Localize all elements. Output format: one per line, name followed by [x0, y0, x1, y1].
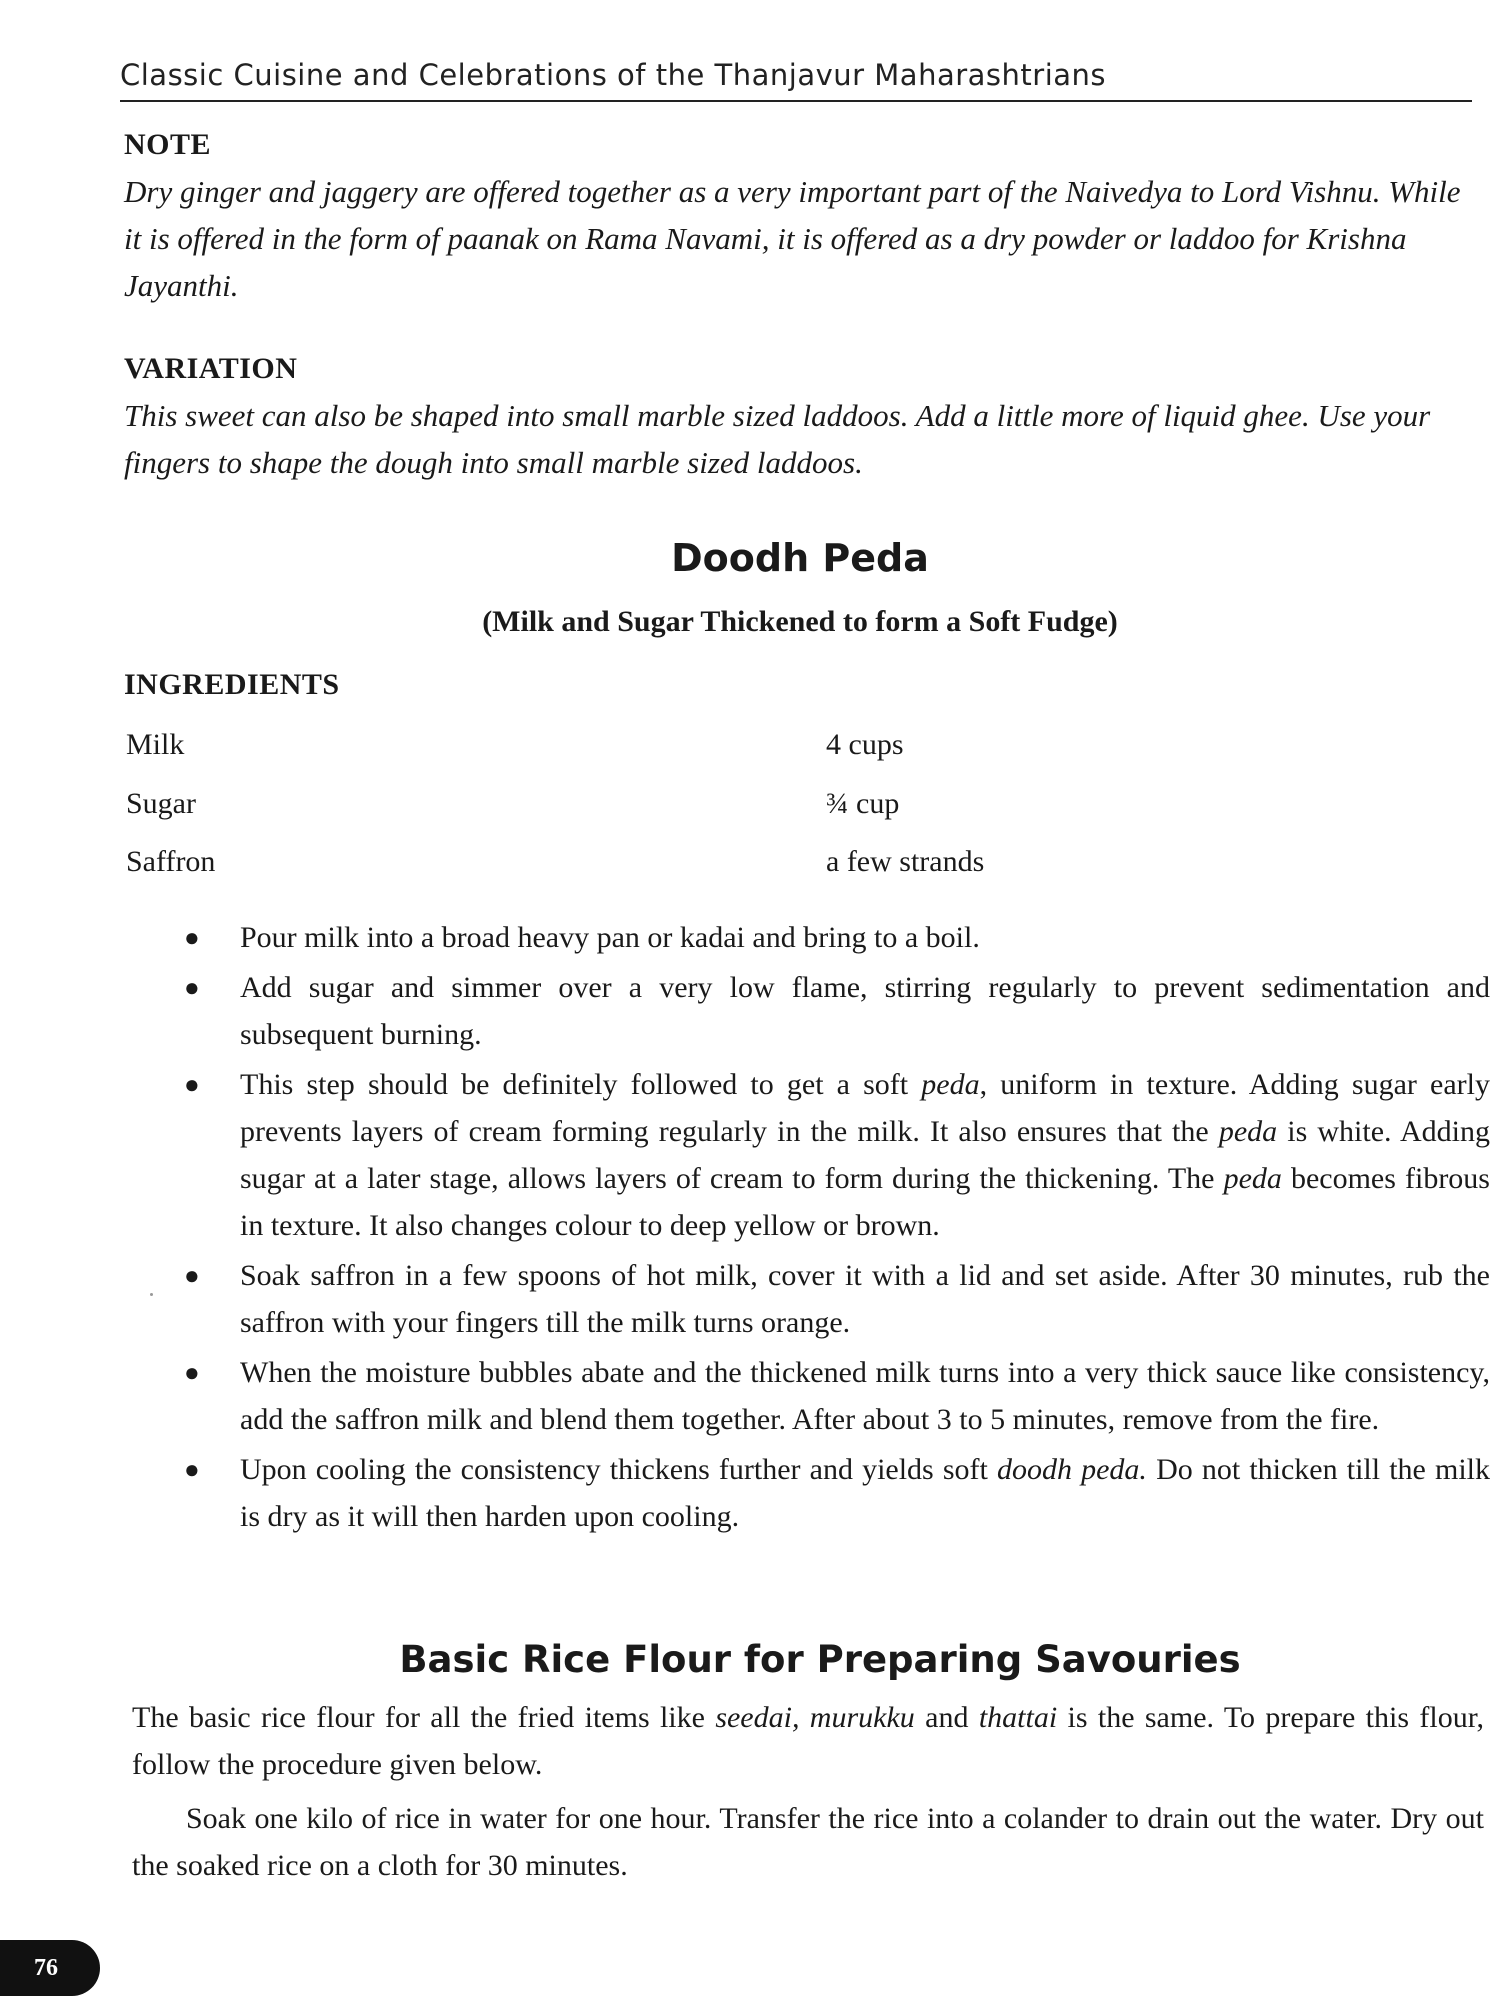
step-text: is white. Adding sugar at a later stage, allows layers of cream to form during the thickening. The — [240, 1115, 1490, 1195]
ingredients-heading: INGREDIENTS — [124, 668, 340, 701]
section-title: Basic Rice Flour for Preparing Savouries — [399, 1638, 1241, 1681]
step-text: This step should be definitely followed to get a soft — [240, 1068, 922, 1101]
method-step — [184, 1349, 1490, 1443]
recipe-title: Doodh Peda — [671, 536, 929, 580]
bullet-icon: ● — [184, 1455, 200, 1484]
step-text: Upon cooling the consistency thickens further and yields soft — [240, 1453, 997, 1486]
step-text: Pour milk into a broad heavy pan or kadai and bring to a boil. — [240, 921, 980, 954]
page-number-badge: 76 — [0, 1940, 100, 1996]
bullet-icon: ● — [184, 1261, 200, 1290]
method-step — [184, 914, 1490, 961]
step-text: Do not thicken till the milk is dry as it will then harden upon cooling. — [240, 1453, 1490, 1533]
step-text: Soak saffron in a few spoons of hot milk, cover it with a lid and set aside. After 30 minutes, rub the saffron with your fingers till the milk turns orange. — [240, 1259, 1490, 1339]
step-text: , uniform in texture. Adding sugar early prevents layers of cream forming regularly in the milk. It also ensures that the — [240, 1068, 1490, 1148]
bullet-icon: ● — [184, 1070, 200, 1099]
step-italic: doodh peda. — [996, 1453, 1147, 1486]
note-text: Dry ginger and jaggery are offered together as a very important part of the Naivedya to Lord Vishnu. While it is offered in the form of paanak on Rama Navami, it is offered as a dry powder or laddoo for Krishna Jayanthi. — [124, 174, 1461, 303]
bullet-icon: ● — [184, 1358, 200, 1387]
method-step — [184, 1446, 1490, 1540]
note-heading: NOTE — [124, 128, 212, 161]
ingredient-row — [126, 728, 1126, 772]
method-steps — [184, 914, 1490, 1543]
ingredient-row — [126, 787, 1126, 831]
intro-text: The basic rice flour for all the fried items like — [132, 1701, 716, 1734]
ingredient-name: Sugar — [126, 787, 196, 820]
recipe-subtitle: (Milk and Sugar Thickened to form a Soft Fudge) — [482, 605, 1118, 638]
ingredient-quantity: a few strands — [826, 845, 985, 878]
method-step — [184, 1252, 1490, 1346]
note-section — [124, 128, 1476, 309]
method-step — [184, 1061, 1490, 1249]
ingredient-row — [126, 845, 1126, 889]
scan-speck — [150, 1293, 153, 1296]
intro-italic: thattai — [978, 1701, 1058, 1734]
step-italic: peda — [1218, 1115, 1278, 1148]
variation-section — [124, 352, 1476, 486]
variation-text: This sweet can also be shaped into small marble sized laddoos. Add a little more of liquid ghee. Use your fingers to shape the dough into small marble sized laddoos. — [124, 398, 1431, 480]
step-text: becomes fibrous in texture. It also changes colour to deep yellow or brown. — [240, 1162, 1490, 1242]
intro-paragraph — [132, 1694, 1484, 1788]
header-rule — [120, 100, 1472, 102]
variation-heading: VARIATION — [124, 352, 298, 385]
ingredients-heading-wrap — [124, 668, 1476, 702]
intro-text: is the same. To prepare this flour, follow the procedure given below. — [132, 1701, 1484, 1781]
intro-text: and — [914, 1701, 979, 1734]
running-header: Classic Cuisine and Celebrations of the Thanjavur Maharashtrians — [120, 58, 1107, 92]
procedure-paragraph: Soak one kilo of rice in water for one hour. Transfer the rice into a colander to drain out the water. Dry out the soaked rice on a cloth for 30 minutes. — [132, 1802, 1484, 1882]
bullet-icon: ● — [184, 973, 200, 1002]
ingredient-quantity: 4 cups — [826, 728, 904, 761]
step-italic: peda — [921, 1068, 980, 1101]
intro-italic: seedai, murukku — [715, 1701, 915, 1734]
ingredient-name: Saffron — [126, 845, 216, 878]
method-step — [184, 964, 1490, 1058]
step-text: Add sugar and simmer over a very low flame, stirring regularly to prevent sedimentation and subsequent burning. — [240, 971, 1490, 1051]
ingredient-name: Milk — [126, 728, 185, 761]
step-italic: peda — [1223, 1162, 1282, 1195]
step-text: When the moisture bubbles abate and the thickened milk turns into a very thick sauce like consistency, add the saffron milk and blend them together. After about 3 to 5 minutes, remove from the fire. — [240, 1356, 1490, 1436]
ingredient-quantity: ¾ cup — [826, 787, 900, 820]
bullet-icon: ● — [184, 923, 200, 952]
